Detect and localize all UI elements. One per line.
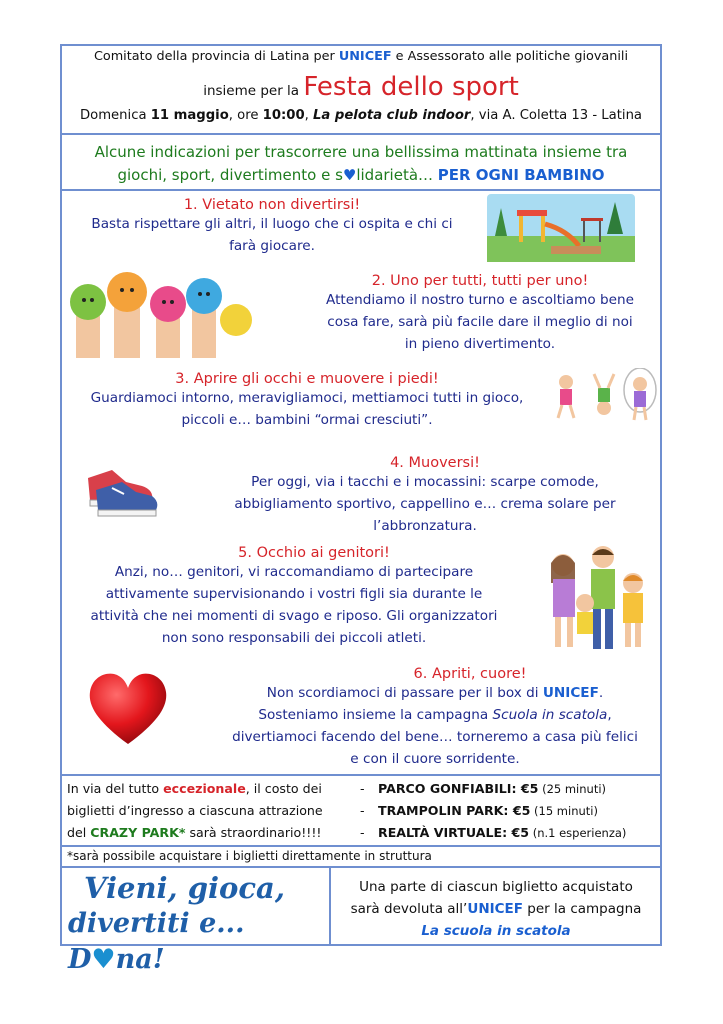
- text-line: [67, 822, 357, 844]
- footnote: *sarà possibile acquistare i biglietti direttamente in struttura: [67, 849, 432, 863]
- section-title: 1. Vietato non divertirsi!: [183, 197, 361, 213]
- text: ,: [607, 707, 612, 723]
- divider: [60, 774, 662, 776]
- section-title: 4. Muoversi!: [390, 455, 480, 471]
- text: sarà devoluta all’: [350, 901, 468, 917]
- heart-icon: ♥: [342, 166, 357, 184]
- text: del: [67, 825, 91, 840]
- section-text: Basta rispettare gli altri, il luogo che ci ospita e chi ci: [91, 216, 453, 232]
- text-line: [333, 898, 659, 920]
- prices-description: [67, 778, 357, 844]
- text: , ore: [228, 108, 263, 123]
- divider: [60, 845, 662, 847]
- text: -: [360, 825, 365, 840]
- unicef-text: UNICEF: [542, 685, 599, 701]
- text: , il costo dei: [245, 781, 322, 796]
- divider: [60, 133, 662, 135]
- section-text: piccoli e… bambini “ormai cresciuti”.: [181, 412, 433, 428]
- section-text: Attendiamo il nostro turno e ascoltiamo bene: [326, 292, 634, 308]
- text: divertiti e... D: [68, 908, 245, 975]
- section-title: 5. Occhio ai genitori!: [238, 545, 390, 561]
- text: TRAMPOLIN PARK: €5: [378, 803, 531, 818]
- intro-line: Alcune indicazioni per trascorrere una bellissima mattinata insieme tra: [94, 143, 628, 161]
- price-item: [360, 822, 660, 844]
- text-line: biglietti d’ingresso a ciascuna attrazione: [67, 803, 323, 818]
- section-text: Guardiamoci intorno, meravigliamoci, mettiamoci tutti in gioco,: [90, 390, 524, 406]
- text: -: [360, 781, 365, 796]
- intro-line: [62, 164, 660, 187]
- donation-note: [333, 876, 659, 942]
- section-text: Per oggi, via i tacchi e i mocassini: scarpe comode,: [251, 474, 599, 490]
- section-text: attivamente supervisionando i vostri figli sia durante le: [105, 586, 483, 602]
- painted-hands-illustration: [66, 268, 252, 358]
- section-5: [62, 545, 526, 649]
- header-line2: [62, 72, 660, 102]
- text: CRAZY PARK*: [90, 825, 186, 840]
- section-text: [210, 704, 660, 726]
- section-3: [62, 371, 552, 431]
- text: giochi, sport, divertimento e s: [117, 166, 343, 184]
- text: Sosteniamo insieme la campagna: [258, 707, 493, 723]
- campaign-name: Scuola in scatola: [492, 707, 608, 723]
- text: Domenica: [79, 108, 151, 123]
- time: 10:00: [262, 108, 305, 123]
- header-line1: [62, 49, 660, 64]
- text: per la campagna: [523, 901, 642, 917]
- section-title: 3. Aprire gli occhi e muovere i piedi!: [175, 371, 439, 387]
- text: sarà straordinario!!!!: [185, 825, 322, 840]
- text: ,: [304, 108, 314, 123]
- venue: La pelota club indoor: [313, 108, 471, 123]
- text: (n.1 esperienza): [529, 826, 627, 840]
- section-4: [220, 455, 630, 537]
- section-text: non sono responsabili dei piccoli atleti.: [161, 630, 427, 646]
- playground-illustration: [487, 194, 635, 262]
- text: PARCO GONFIABILI: €5: [378, 781, 539, 796]
- unicef-text: UNICEF: [338, 49, 392, 64]
- text: , via A. Coletta 13 - Latina: [470, 108, 643, 123]
- text-line: [67, 778, 357, 800]
- sneakers-illustration: [82, 456, 162, 518]
- intro: [62, 141, 660, 187]
- text: In via del tutto: [67, 781, 164, 796]
- section-text: attività che nei momenti di svago e riposo. Gli organizzatori: [90, 608, 498, 624]
- section-text: farà giocare.: [229, 238, 315, 254]
- text: lidarietà…: [356, 166, 438, 184]
- slogan-logo: [68, 870, 326, 978]
- text: REALTÀ VIRTUALE: €5: [378, 825, 530, 840]
- section-1: [62, 197, 482, 257]
- family-illustration: [545, 543, 655, 655]
- prices-list: [360, 778, 660, 844]
- price-item: [360, 800, 660, 822]
- kids-playing-illustration: [550, 368, 658, 424]
- red-heart-illustration: [88, 672, 168, 746]
- section-text: abbigliamento sportivo, cappellino e… crema solare per: [234, 496, 616, 512]
- text: Non scordiamoci di passare per il box di: [266, 685, 543, 701]
- text: e Assessorato alle politiche giovanili: [391, 49, 629, 64]
- header-line3: [62, 108, 660, 123]
- page-title: Festa dello sport: [303, 72, 519, 102]
- text: (25 minuti): [538, 782, 607, 796]
- campaign-name: La scuola in scatola: [421, 923, 571, 939]
- text: insieme per la: [203, 83, 304, 99]
- section-text: l’abbronzatura.: [373, 518, 477, 534]
- section-title: 2. Uno per tutti, tutti per uno!: [371, 273, 589, 289]
- divider: [60, 866, 662, 868]
- section-text: cosa fare, sarà più facile dare il meglio di noi: [327, 314, 633, 330]
- slogan-line: [68, 906, 326, 978]
- date: 11 maggio: [150, 108, 229, 123]
- section-6: [210, 666, 660, 770]
- unicef-text: UNICEF: [467, 901, 523, 917]
- section-title: 6. Apriti, cuore!: [413, 666, 527, 682]
- text: .: [598, 685, 604, 701]
- divider: [329, 868, 331, 944]
- heart-icon: ♥: [91, 944, 116, 975]
- section-text: in pieno divertimento.: [404, 336, 556, 352]
- text: na!: [115, 944, 165, 975]
- divider: [60, 189, 662, 191]
- section-text: [210, 682, 660, 704]
- slogan-line: Vieni, gioca,: [84, 871, 285, 905]
- text: -: [360, 803, 365, 818]
- text: Comitato della provincia di Latina per: [93, 49, 339, 64]
- section-2: [300, 273, 660, 355]
- text-line: Una parte di ciascun biglietto acquistato: [359, 879, 633, 895]
- section-text: divertiamoci facendo del bene… torneremo a casa più felici: [232, 729, 638, 745]
- section-text: e con il cuore sorridente.: [350, 751, 520, 767]
- text: PER OGNI BAMBINO: [437, 166, 605, 184]
- text: eccezionale: [163, 781, 246, 796]
- text: (15 minuti): [530, 804, 598, 818]
- price-item: [360, 778, 660, 800]
- section-text: Anzi, no… genitori, vi raccomandiamo di partecipare: [114, 564, 474, 580]
